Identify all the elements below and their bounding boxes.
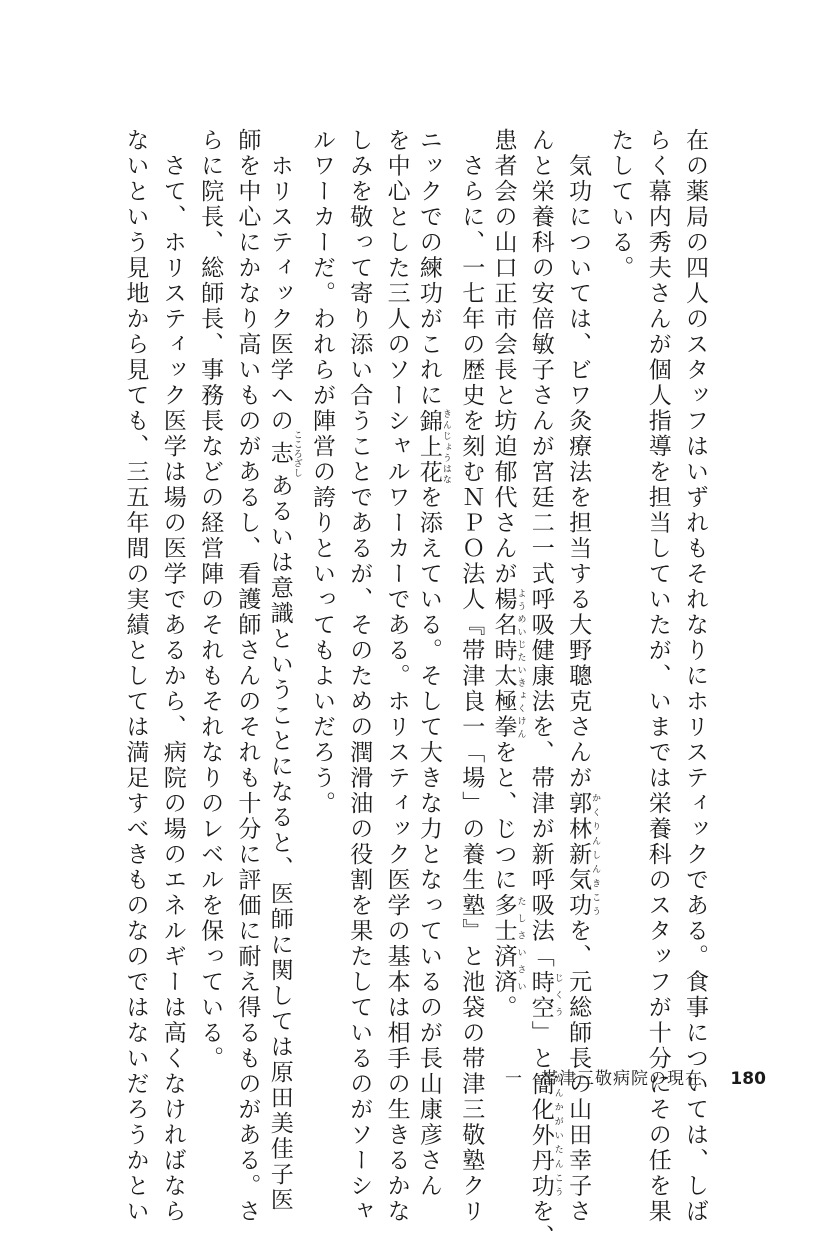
text-segment: さらに、一七年の歴史を刻むＮＰＯ法人『帯津良一「場」の養生塾』と池袋の帯津三敬塾クリ [458,128,485,1225]
ruby-word [527,969,563,1021]
ruby-base: 時空 [527,969,554,1021]
ruby-word [415,408,451,486]
ruby-reading: かんかがいたんこう [552,1071,563,1199]
text-segment: を中心とした三人のソーシャルワーカーである。ホリスティック医学の基本は相手の生きるかな [383,128,410,1225]
ruby-base: 楊名時太極拳 [490,587,517,740]
text-segment: ないという見地から見ても、三五年間の実績としては満足すべきものなのではないだろうかとい [122,128,149,1225]
running-footer [505,1064,766,1089]
text-segment: たしている。 [607,128,634,281]
text-segment: 師を中心にかなり高いものがあるし、看護師さんのそれも十分に評価に耐え得るものがある。さ [234,128,261,1225]
ruby-word [266,430,302,478]
text-segment: さて、ホリスティック医学は場の医学であるから、病院の場のエネルギーは高くなければなら [159,128,186,1225]
text-segment: ニックでの練功がこれに [415,128,442,409]
text-line [156,128,190,1225]
text-line [527,128,563,1250]
text-segment: らに院長、総師長、事務長などの経営陣のそれもそれなりのレベルを保っている。 [197,128,224,1072]
text-line [603,128,637,1028]
ruby-word [565,791,601,919]
text-segment: を、 [527,1199,554,1250]
text-line [454,128,488,1225]
text-segment: んと栄養科の安倍敏子さんが宮廷二一式呼吸健康法を、帯津が新呼吸法「 [527,128,554,970]
text-line [119,128,153,1225]
text-line [230,128,264,1225]
text-segment: あるいは意識ということになると、医師に関しては原田美佳子医 [266,473,293,1213]
text-line [380,128,414,1225]
text-segment: しみを敬って寄り添い合うことであるが、そのための潤滑油の役割を果たしているのがソーシャ [346,128,373,1225]
text-segment: 気功については、ビワ灸療法を担当する大野聰克さんが [565,128,592,791]
text-line [565,128,601,1225]
text-segment: を、元総師長の山田幸子さ [565,918,592,1225]
text-segment: ホリスティック医学への [266,128,293,434]
text-segment: をと、じつに [490,740,517,893]
ruby-word [490,893,526,995]
text-segment: 患者会の山口正市会長と坊迫郁代さんが [490,128,517,587]
text-line [193,128,227,1072]
text-line [415,128,451,1199]
ruby-reading: ようめいじたいきょくけん [515,587,526,740]
text-segment: 。 [490,995,517,1021]
ruby-reading: かくりんしんきこう [590,791,601,919]
ruby-reading: きんじょうはな [440,408,451,485]
text-segment: 」と [527,1020,554,1072]
ruby-base: 錦上花 [415,408,442,485]
ruby-word [527,1071,563,1200]
text-line [266,128,302,1213]
page-number: 180 [730,1069,766,1089]
chapter-title: 一 帯津三敬病院の現在 [505,1069,703,1089]
ruby-base: 簡化外丹功 [527,1071,554,1199]
text-line [342,128,376,1225]
ruby-word [490,587,526,740]
text-segment: を添えている。そして大きな力となっているのが長山康彦さん [415,485,442,1199]
text-line [641,128,675,1225]
text-segment: らく幕内秀夫さんが個人指導を担当していたが、いまでは栄養科のスタッフが十分にその任を果 [644,128,671,1225]
text-line [305,128,339,1028]
ruby-base: 多士済済 [490,893,517,995]
text-line [492,128,526,1028]
ruby-reading: こころざし [291,430,302,478]
ruby-base: 郭林新気功 [565,791,592,919]
ruby-base: 志 [266,430,293,478]
ruby-reading: じくう [552,969,563,1021]
text-segment: ルワーカーだ。われらが陣営の誇りといってもよいだろう。 [309,128,335,817]
text-line [678,128,712,1225]
ruby-reading: たしさいさい [515,893,526,995]
text-segment: 在の薬局の四人のスタッフはいずれもそれなりにホリスティックである。食事については、しば [682,128,708,1225]
